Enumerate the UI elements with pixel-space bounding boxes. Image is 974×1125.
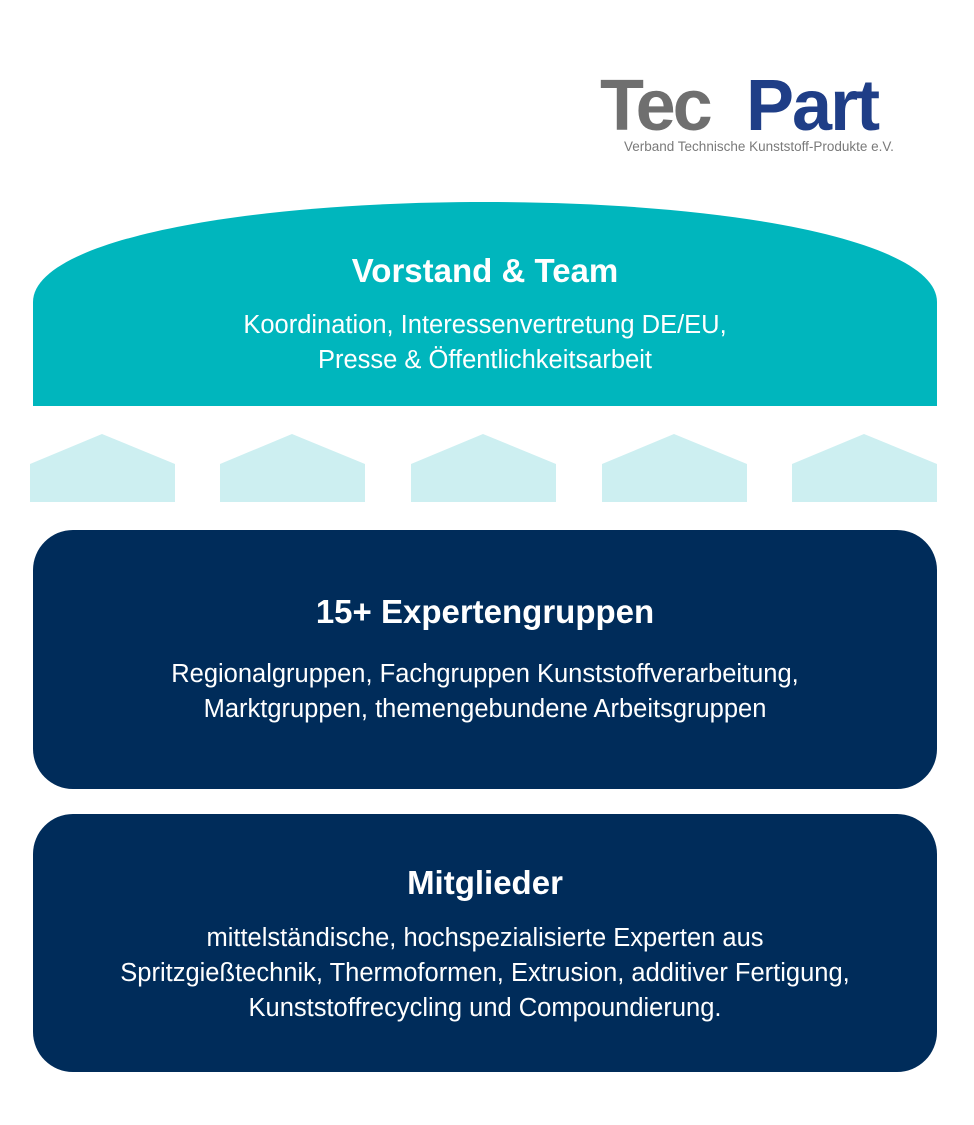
board-team-title: Vorstand & Team — [351, 252, 619, 289]
expert-groups-title: 15+ Expertengruppen — [315, 593, 655, 630]
members-description — [33, 921, 937, 1026]
board-team-desc-line-2: Presse & Öffentlichkeitsarbeit — [317, 346, 652, 374]
up-arrow-icon — [30, 434, 175, 502]
logo-wordmark-left: Tec — [600, 70, 710, 140]
members-desc-line-3: Kunststoffrecycling und Compoundierung. — [248, 994, 722, 1022]
expert-groups-desc-line-2: Marktgruppen, themengebundene Arbeitsgruppen — [203, 695, 767, 723]
up-arrow-icon — [792, 434, 937, 502]
members-desc-line-2: Spritzgießtechnik, Thermoformen, Extrusion, additiver Fertigung, — [120, 959, 850, 987]
board-team-section — [33, 202, 937, 406]
up-arrow-icon — [602, 434, 747, 502]
expert-groups-section — [33, 530, 937, 789]
logo-tagline: Verband Technische Kunststoff-Produkte e.V. — [624, 139, 894, 154]
expert-groups-description — [33, 657, 937, 727]
members-section — [33, 814, 937, 1072]
upward-arrows-row — [0, 434, 974, 504]
board-team-description — [33, 308, 937, 378]
board-team-desc-line-1: Koordination, Interessenvertretung DE/EU, — [243, 311, 727, 339]
expert-groups-desc-line-1: Regionalgruppen, Fachgruppen Kunststoffverarbeitung, — [171, 660, 799, 688]
members-desc-line-1: mittelständische, hochspezialisierte Experten aus — [206, 924, 764, 952]
members-title: Mitglieder — [407, 864, 563, 901]
up-arrow-icon — [411, 434, 556, 502]
logo-wordmark-right: Part — [746, 70, 879, 140]
tecpart-wordmark — [600, 70, 910, 140]
up-arrow-icon — [220, 434, 365, 502]
